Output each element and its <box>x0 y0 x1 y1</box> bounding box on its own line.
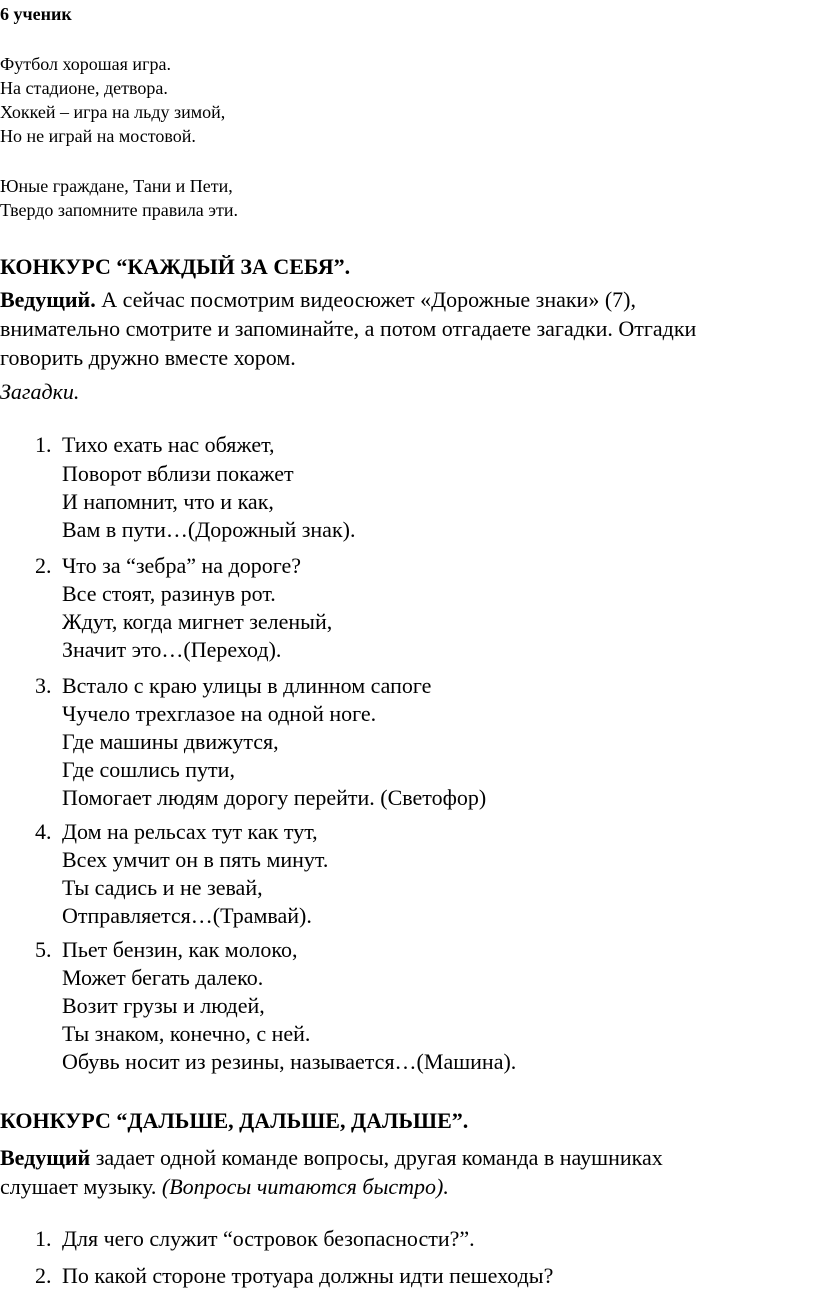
riddle-line: Дом на рельсах тут как тут, <box>62 819 318 844</box>
riddle-line: Значит это…(Переход). <box>62 637 282 662</box>
riddle-line: Ты знаком, конечно, с ней. <box>62 1021 311 1046</box>
riddle-line: Встало с краю улицы в длинном сапоге <box>62 673 432 698</box>
lead-note: (Вопросы читаются быстро). <box>161 1174 449 1199</box>
riddle-line: Вам в пути…(Дорожный знак). <box>62 517 356 542</box>
poem-line: Футбол хорошая игра. <box>0 54 171 74</box>
section-lead <box>0 1143 663 1172</box>
riddle-line: Тихо ехать нас обяжет, <box>62 432 275 457</box>
riddle-line: Где машины движутся, <box>62 729 279 754</box>
lead-text: А сейчас посмотрим видеосюжет «Дорожные знаки» (7), <box>95 287 636 312</box>
section-title: КОНКУРС “КАЖДЫЙ ЗА СЕБЯ”. <box>0 254 351 279</box>
section-lead <box>0 285 636 314</box>
section-title: КОНКУРС “ДАЛЬШЕ, ДАЛЬШЕ, ДАЛЬШЕ”. <box>0 1108 469 1133</box>
poem-line: Но не играй на мостовой. <box>0 126 196 146</box>
riddle-number: 3. <box>35 673 52 698</box>
riddle-number: 5. <box>35 937 52 962</box>
host-label: Ведущий <box>0 1145 91 1170</box>
riddle-line: Пьет бензин, как молоко, <box>62 937 298 962</box>
riddle-line: Ты садись и не зевай, <box>62 875 263 900</box>
section-lead <box>0 1172 449 1201</box>
riddle-line: Что за “зебра” на дороге? <box>62 553 302 578</box>
riddle-line: Может бегать далеко. <box>62 965 264 990</box>
question-text: По какой стороне тротуара должны идти пешеходы? <box>62 1263 554 1288</box>
poem-line: На стадионе, детвора. <box>0 78 168 98</box>
riddle-line: Поворот вблизи покажет <box>62 461 294 486</box>
riddle-line: Чучело трехглазое на одной ноге. <box>62 701 377 726</box>
host-label: Ведущий. <box>0 287 96 312</box>
question-number: 1. <box>35 1226 52 1251</box>
riddle-number: 2. <box>35 553 52 578</box>
riddle-line: Всех умчит он в пять минут. <box>62 847 329 872</box>
poem-line: Хоккей – игра на льду зимой, <box>0 102 226 122</box>
lead-text: внимательно смотрите и запоминайте, а потом отгадаете загадки. Отгадки <box>0 316 697 341</box>
riddle-line: Отправляется…(Трамвай). <box>62 903 312 928</box>
riddle-line: И напомнит, что и как, <box>62 489 274 514</box>
riddle-line: Ждут, когда мигнет зеленый, <box>62 609 333 634</box>
lead-text: задает одной команде вопросы, другая команда в наушниках <box>90 1145 663 1170</box>
poem-line: Юные граждане, Тани и Пети, <box>0 176 233 196</box>
riddle-number: 1. <box>35 432 52 457</box>
riddle-line: Помогает людям дорогу перейти. (Светофор) <box>62 785 487 810</box>
lead-text: слушает музыку. <box>0 1174 162 1199</box>
riddles-label: Загадки. <box>0 379 80 404</box>
question-text: Для чего служит “островок безопасности?”. <box>62 1226 475 1251</box>
question-number: 2. <box>35 1263 52 1288</box>
student-heading: 6 ученик <box>0 4 72 24</box>
riddle-line: Обувь носит из резины, называется…(Машина). <box>62 1049 517 1074</box>
poem-line: Твердо запомните правила эти. <box>0 200 239 220</box>
riddle-line: Где сошлись пути, <box>62 757 235 782</box>
lead-text: говорить дружно вместе хором. <box>0 345 296 370</box>
riddle-line: Возит грузы и людей, <box>62 993 265 1018</box>
riddle-number: 4. <box>35 819 52 844</box>
riddle-line: Все стоят, разинув рот. <box>62 581 276 606</box>
